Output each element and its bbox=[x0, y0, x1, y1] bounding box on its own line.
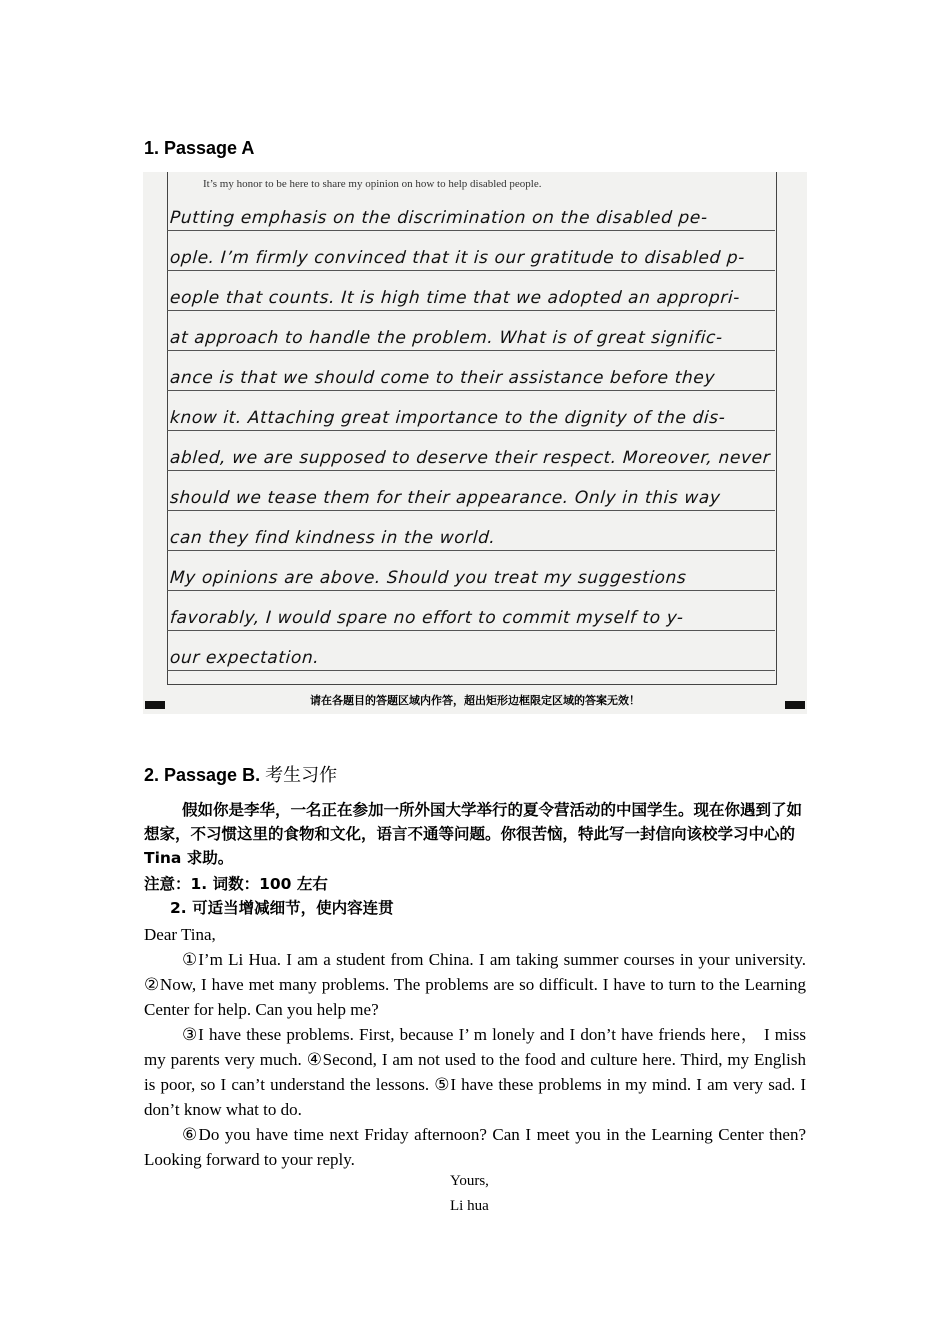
handwritten-answer-sheet bbox=[143, 172, 807, 714]
ruled-line bbox=[167, 390, 775, 391]
passage-b-heading bbox=[144, 761, 337, 787]
letter-body bbox=[144, 922, 806, 1172]
passage-a-heading: 1. Passage A bbox=[144, 138, 255, 158]
handwritten-line: Putting emphasis on the discrimination on the disabled pe- bbox=[169, 208, 709, 228]
handwritten-line: abled, we are supposed to deserve their respect. Moreover, never bbox=[169, 448, 772, 468]
passage-b-heading-en: 2. Passage B. bbox=[144, 765, 261, 785]
handwritten-line: ople. I’m firmly convinced that it is our gratitude to disabled p- bbox=[169, 248, 746, 268]
handwritten-line: should we tease them for their appearance. Only in this way bbox=[169, 488, 722, 508]
letter-paragraph-2: ③I have these problems. First, because I’ m lonely and I don’t have friends here， I miss my parents very much. ④Second, I am not used to the food and culture here. Third, my English is poor, so I can’t understand the lessons. ⑤I have these problems in my mind. I am very sad. I don’t know what to do. bbox=[144, 1025, 806, 1119]
handwritten-line: can they find kindness in the world. bbox=[169, 528, 497, 548]
letter-paragraph-3: ⑥Do you have time next Friday afternoon? Can I meet you in the Learning Center then? Looking forward to your reply. bbox=[144, 1125, 806, 1169]
ruled-line bbox=[167, 670, 775, 671]
ruled-line bbox=[167, 350, 775, 351]
alignment-mark bbox=[785, 701, 805, 709]
handwritten-line: ance is that we should come to their assistance before they bbox=[169, 368, 716, 388]
ruled-line bbox=[167, 430, 775, 431]
ruled-line bbox=[167, 590, 775, 591]
ruled-line bbox=[167, 550, 775, 551]
handwritten-line: favorably, I would spare no effort to commit myself to y- bbox=[169, 608, 685, 628]
ruled-line bbox=[167, 630, 775, 631]
handwritten-line: eople that counts. It is high time that we adopted an appropri- bbox=[169, 288, 741, 308]
writing-prompt: 假如你是李华，一名正在参加一所外国大学举行的夏令营活动的中国学生。现在你遇到了如想家，不习惯这里的食物和文化，语言不通等问题。你很苦恼，特此写一封信向该校学习中心的 Tina 求助。 bbox=[144, 801, 803, 867]
ruled-line bbox=[167, 230, 775, 231]
printed-prompt: It’s my honor to be here to share my opinion on how to help disabled people. bbox=[203, 178, 542, 190]
handwritten-line: at approach to handle the problem. What is of great signific- bbox=[169, 328, 724, 348]
letter-signature: Li hua bbox=[450, 1198, 489, 1214]
ruled-line bbox=[167, 470, 775, 471]
passage-b-heading-cn: 考生习作 bbox=[265, 765, 338, 786]
handwritten-line: know it. Attaching great importance to the dignity of the dis- bbox=[169, 408, 727, 428]
handwritten-line: My opinions are above. Should you treat my suggestions bbox=[169, 568, 688, 588]
ruled-line bbox=[167, 270, 775, 271]
note-line-1: 注意：1. 词数：100 左右 bbox=[144, 875, 328, 893]
note-line-2: 2. 可适当增减细节，使内容连贯 bbox=[170, 899, 394, 917]
ruled-line bbox=[167, 510, 775, 511]
letter-closing: Yours, bbox=[450, 1173, 489, 1189]
answer-area-warning: 请在各题目的答题区域内作答，超出矩形边框限定区域的答案无效！ bbox=[310, 694, 640, 707]
salutation: Dear Tina, bbox=[144, 925, 216, 944]
handwritten-line: our expectation. bbox=[169, 648, 321, 668]
letter-paragraph-1: ①I’m Li Hua. I am a student from China. I am taking summer courses in your university. ②Now, I have met many problems. The problems are so difficult. I have to turn to the Learning Center for help. Can you help me? bbox=[144, 950, 806, 1019]
alignment-mark bbox=[145, 701, 165, 709]
ruled-line bbox=[167, 310, 775, 311]
